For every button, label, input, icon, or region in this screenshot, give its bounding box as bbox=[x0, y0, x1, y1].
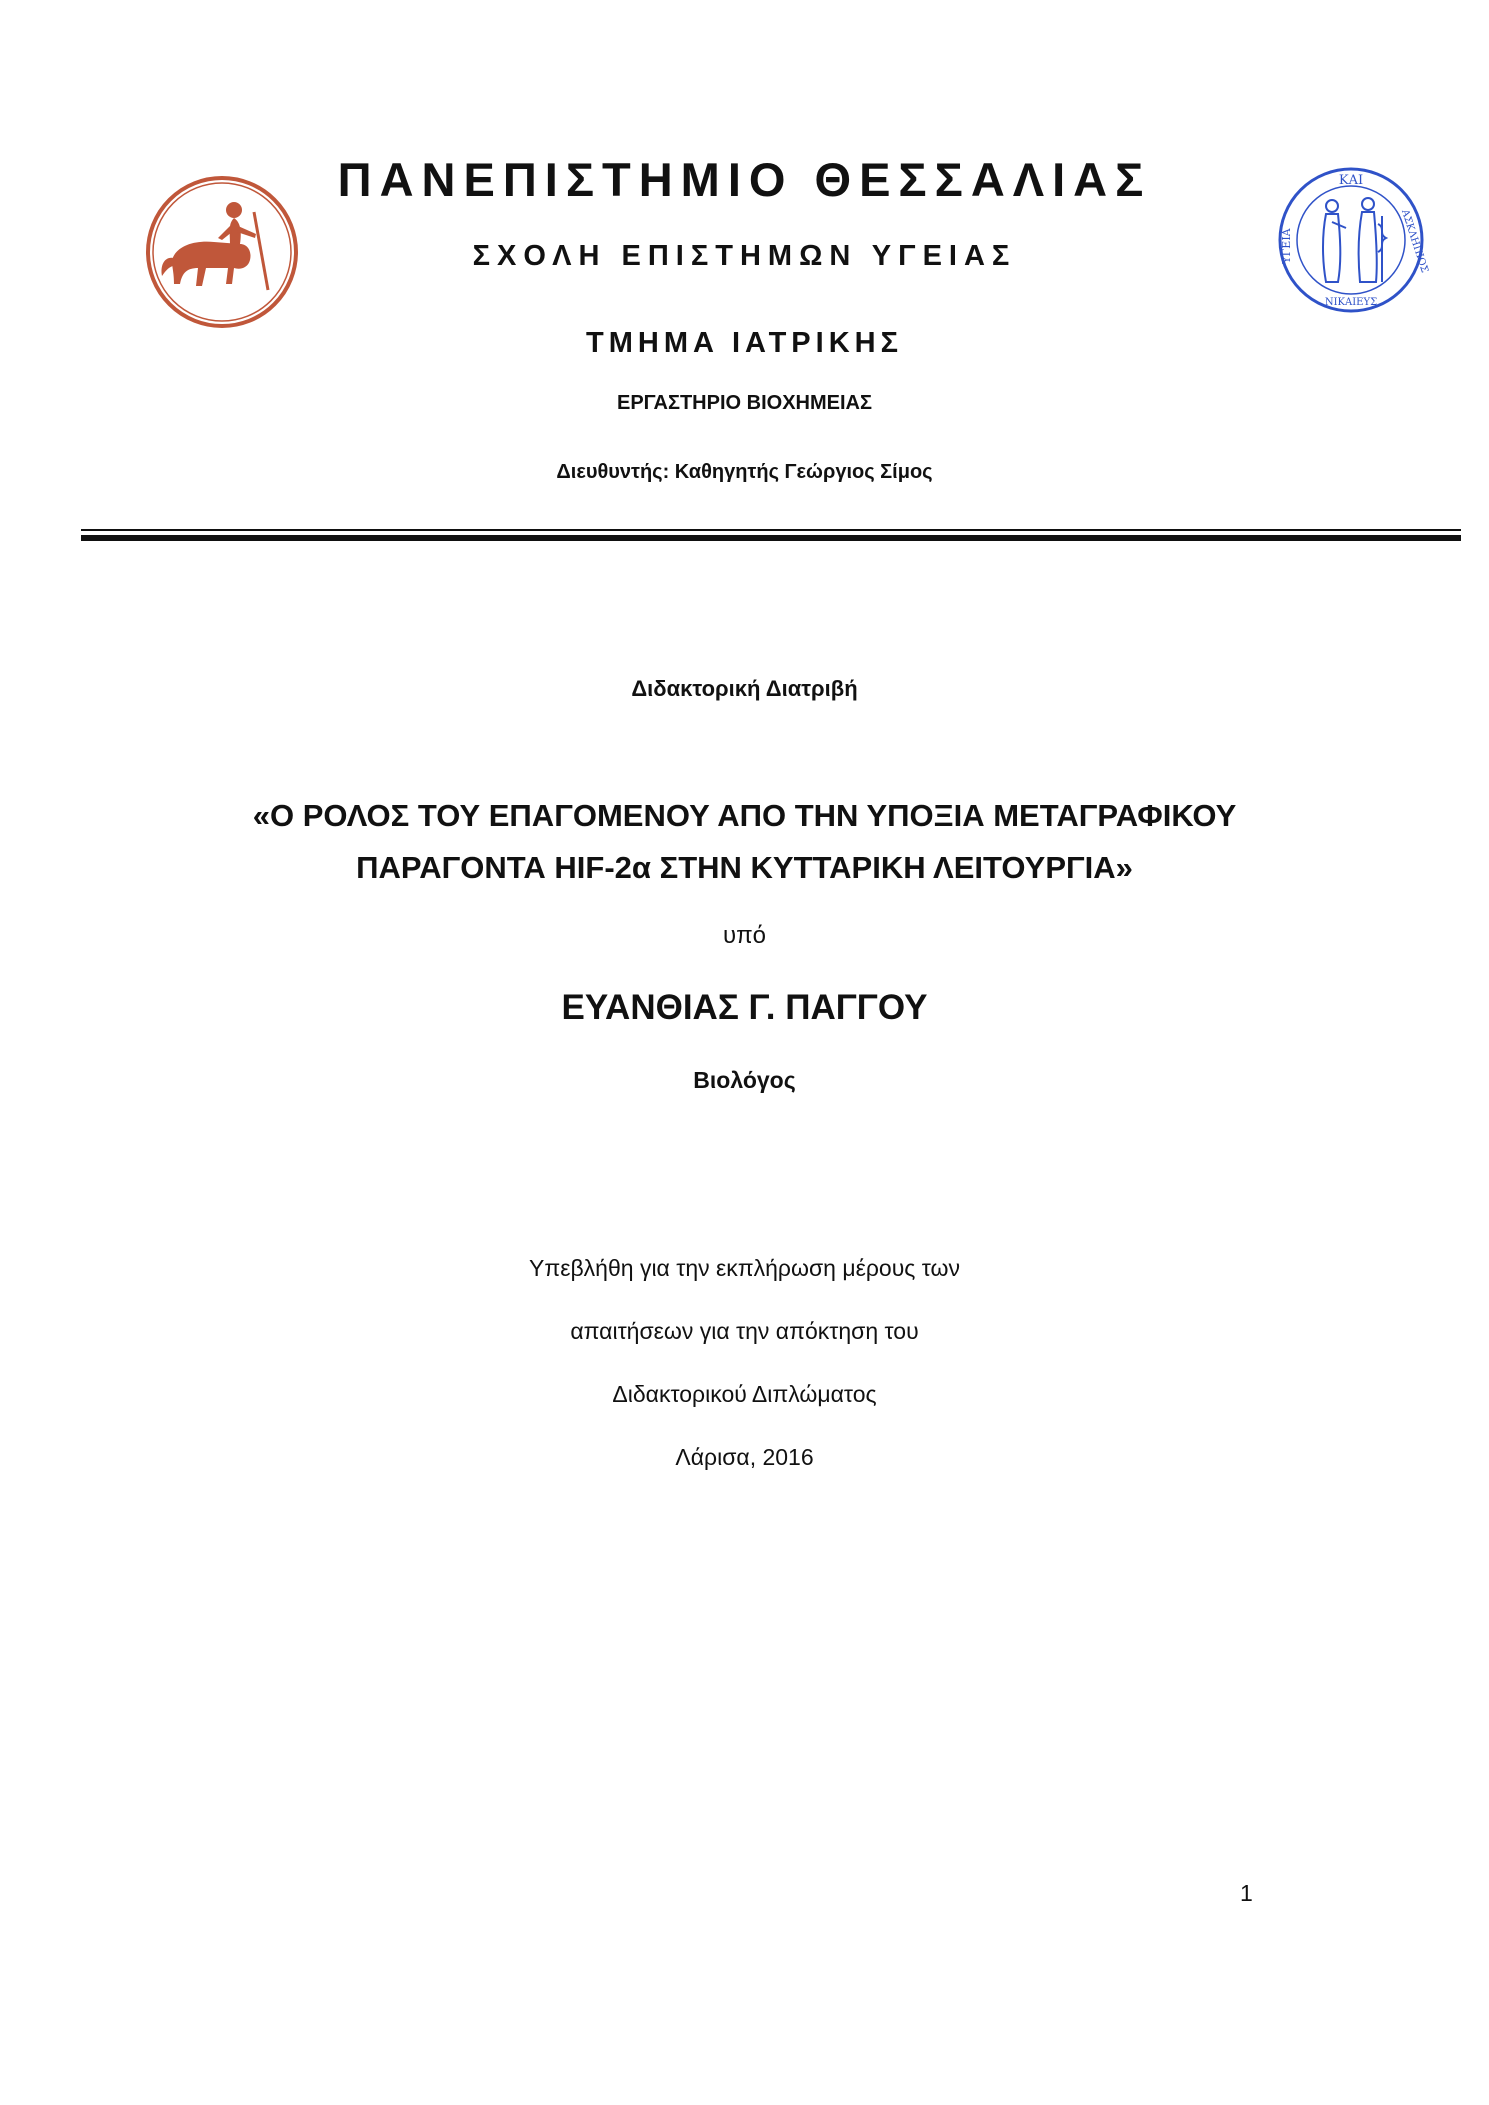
university-name: ΠΑΝΕΠΙΣΤΗΜΙΟ ΘΕΣΣΑΛΙΑΣ bbox=[337, 153, 1152, 206]
department-name: ΤΜΗΜΑ ΙΑΤΡΙΚΗΣ bbox=[586, 327, 903, 359]
director-line: Διευθυντής: Καθηγητής Γεώργιος Σίμος bbox=[556, 461, 933, 483]
submission-line-2: απαιτήσεων για την απόκτηση του bbox=[570, 1318, 919, 1344]
submission-line-1: Υπεβλήθη για την εκπλήρωση μέρους των bbox=[528, 1255, 960, 1281]
thesis-title-line-1: «Ο ΡΟΛΟΣ ΤΟΥ ΕΠΑΓΟΜΕΝΟΥ ΑΠΟ ΤΗΝ ΥΠΟΞΙΑ ΜΕΤΑΓΡΑΦΙΚΟΥ bbox=[252, 798, 1237, 833]
laboratory-name: ΕΡΓΑΣΤΗΡΙΟ ΒΙΟΧΗΜΕΙΑΣ bbox=[617, 392, 872, 414]
thesis-type: Διδακτορική Διατριβή bbox=[631, 676, 858, 701]
submission-line-3: Διδακτορικού Διπλώματος bbox=[612, 1381, 877, 1407]
header-rule-thin bbox=[81, 529, 1461, 531]
school-name: ΣΧΟΛΗ ΕΠΙΣΤΗΜΩΝ ΥΓΕΙΑΣ bbox=[472, 240, 1017, 272]
page-number: 1 bbox=[1240, 1880, 1253, 1906]
seal-text-top: ΚΑΙ bbox=[1338, 173, 1364, 188]
author-profession: Βιολόγος bbox=[693, 1067, 796, 1093]
place-and-date: Λάρισα, 2016 bbox=[675, 1444, 814, 1470]
thesis-title-line-2: ΠΑΡΑΓΟΝΤΑ HIF-2α ΣΤΗΝ ΚΥΤΤΑΡΙΚΗ ΛΕΙΤΟΥΡΓΙΑ» bbox=[356, 850, 1133, 885]
seal-text-bottom: ΝΙΚΑΙΕΥΣ bbox=[1324, 297, 1378, 308]
seal-text-right: ΑΣΚΛΗΠΙΟΣ bbox=[1399, 208, 1430, 275]
by-label: υπό bbox=[722, 922, 767, 949]
seal-text-left: ΥΓΕΙΑ bbox=[1280, 228, 1293, 264]
author-name: ΕΥΑΝΘΙΑΣ Γ. ΠΑΓΓΟΥ bbox=[561, 988, 928, 1027]
header-rule-thick bbox=[81, 535, 1461, 541]
